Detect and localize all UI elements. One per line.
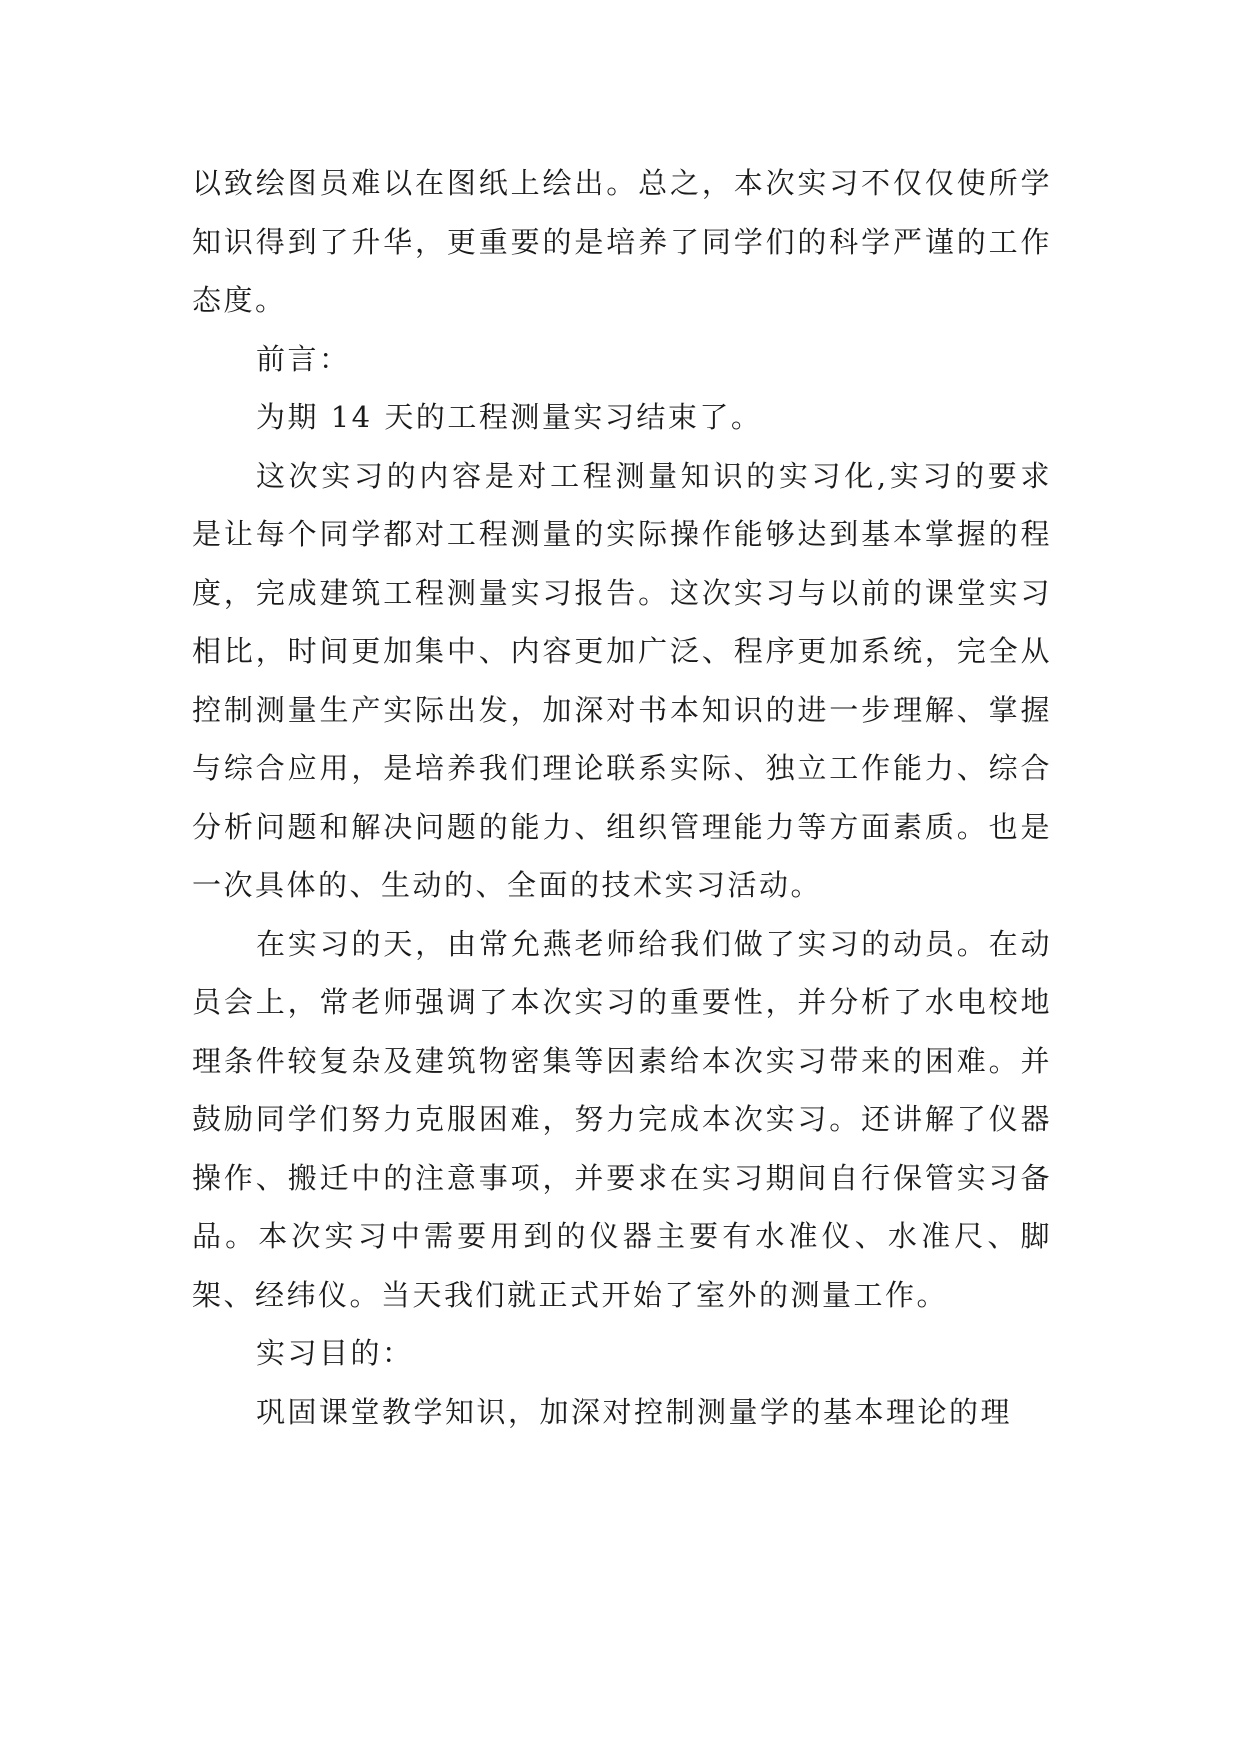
paragraph-conclusion-continued: 以致绘图员难以在图纸上绘出。总之，本次实习不仅仅使所学知识得到了升华，更重要的是培养了同学们的科学严谨的工作态度。 xyxy=(192,166,1052,317)
paragraph-internship-end: 为期 14 天的工程测量实习结束了。 xyxy=(256,400,763,434)
paragraph-mobilization: 在实习的天，由常允燕老师给我们做了实习的动员。在动员会上，常老师强调了本次实习的重要性，并分析了水电校地理条件较复杂及建筑物密集等因素给本次实习带来的困难。并鼓励同学们努力克服困难，努力完成本次实习。还讲解了仪器操作、搬迁中的注意事项，并要求在实习期间自行保管实习备品。本次实习中需要用到的仪器主要有水准仪、水准尺、脚架、经纬仪。当天我们就正式开始了室外的测量工作。 xyxy=(192,926,1052,1312)
heading-foreword: 前言： xyxy=(256,341,351,376)
document-body xyxy=(192,154,1052,1441)
paragraph-purpose: 巩固课堂教学知识，加深对控制测量学的基本理论的理 xyxy=(256,1394,1013,1429)
heading-internship-purpose: 实习目的： xyxy=(256,1336,414,1370)
paragraph-internship-content: 这次实习的内容是对工程测量知识的实习化,实习的要求是让每个同学都对工程测量的实际操作能够达到基本掌握的程度，完成建筑工程测量实习报告。这次实习与以前的课堂实习相比，时间更加集中、内容更加广泛、程序更加系统，完全从控制测量生产实际出发，加深对书本知识的进一步理解、掌握与综合应用，是培养我们理论联系实际、独立工作能力、综合分析问题和解决问题的能力、组织管理能力等方面素质。也是一次具体的、生动的、全面的技术实习活动。 xyxy=(192,458,1052,902)
